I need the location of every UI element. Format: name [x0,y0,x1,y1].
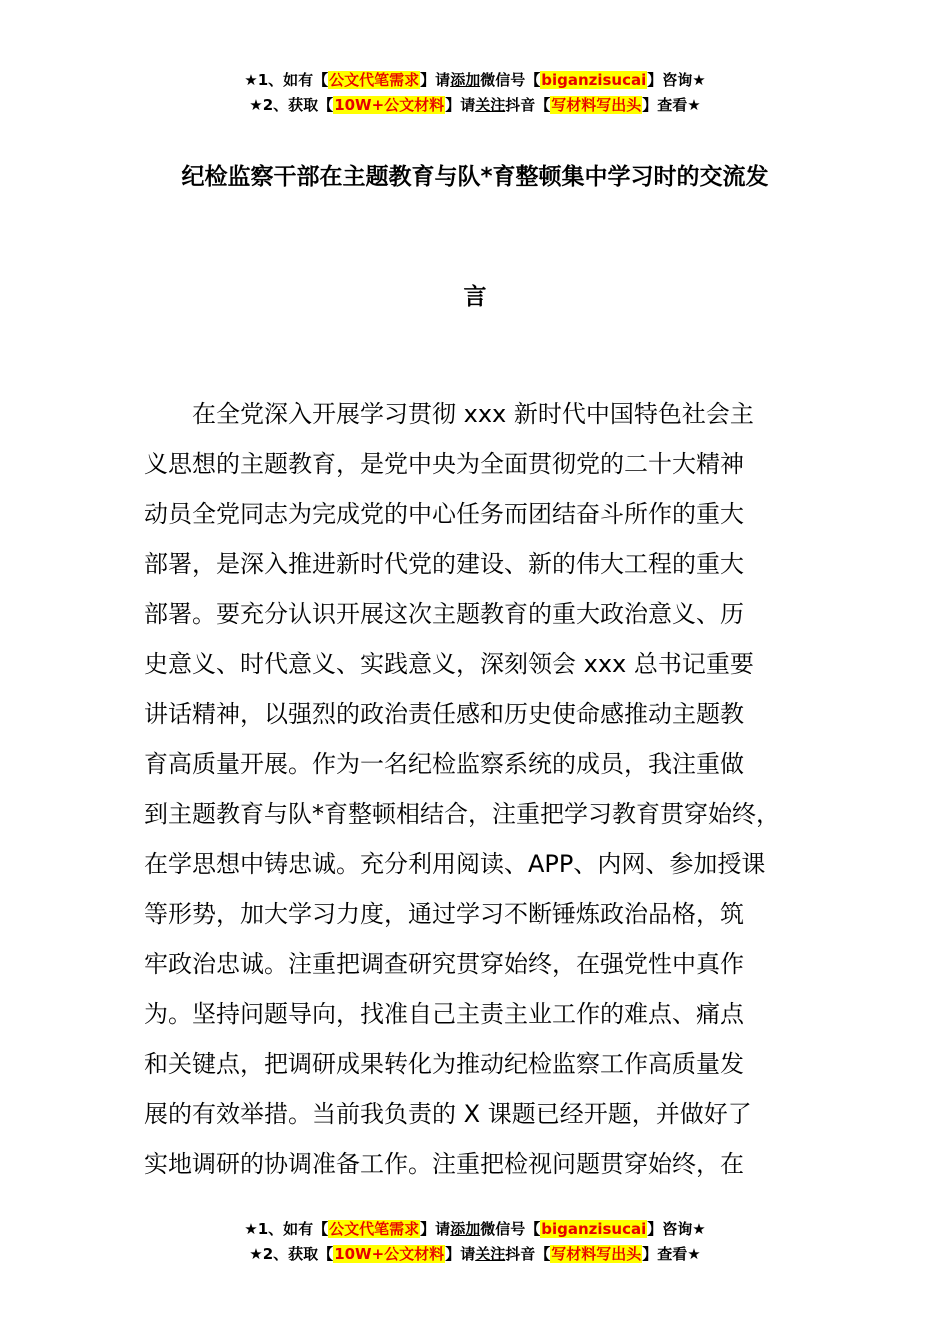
banner-text: ★2、获取【 [249,1245,334,1263]
document-title-line-2: 言 [463,284,487,310]
banner-text: 微信号【 [480,1220,541,1238]
footer-banner [0,1217,950,1267]
banner-text: 】咨询★ [647,1220,706,1238]
banner-text: 】查看★ [642,96,701,114]
banner-text: 】查看★ [642,1245,701,1263]
banner-text: 】请 [445,96,476,114]
banner-text: 抖音【 [505,1245,551,1263]
banner-text: 】请 [420,1220,451,1238]
body-line: 等形势，加大学习力度，通过学习不断锤炼政治品格，筑 [144,900,744,928]
banner-line-2 [0,1242,950,1267]
banner-text: 抖音【 [505,96,551,114]
banner-line-2 [0,93,950,118]
banner-text: 微信号【 [480,71,541,89]
banner-text: ★2、获取【 [249,96,334,114]
banner-highlight: 10W+公文材料 [334,96,445,114]
banner-line-1 [0,68,950,93]
banner-underline: 关注 [475,1245,506,1263]
banner-text: 】咨询★ [647,71,706,89]
banner-underline: 添加 [450,1220,481,1238]
body-line: 和关键点，把调研成果转化为推动纪检监察工作高质量发 [144,1050,744,1078]
body-line: 讲话精神，以强烈的政治责任感和历史使命感推动主题教 [144,700,744,728]
body-line: 牢政治忠诚。注重把调查研究贯穿始终，在强党性中真作 [144,950,744,978]
body-line: 为。坚持问题导向，找准自己主责主业工作的难点、痛点 [144,1000,744,1028]
banner-wechat-id: biganzisucai [541,71,647,89]
document-title-line-1: 纪检监察干部在主题教育与队*育整顿集中学习时的交流发 [181,164,769,190]
banner-underline: 添加 [450,71,481,89]
banner-text: ★1、如有【 [244,71,329,89]
banner-text: ★1、如有【 [244,1220,329,1238]
body-line: 育高质量开展。作为一名纪检监察系统的成员，我注重做 [144,750,744,778]
body-line: 实地调研的协调准备工作。注重把检视问题贯穿始终，在 [144,1150,744,1178]
body-line: 动员全党同志为完成党的中心任务而团结奋斗所作的重大 [144,500,744,528]
banner-douyin-id: 写材料写出头 [551,96,642,114]
banner-text: 】请 [445,1245,476,1263]
body-line: 在学思想中铸忠诚。充分利用阅读、APP、内网、参加授课 [144,850,766,878]
body-line: 在全党深入开展学习贯彻 xxx 新时代中国特色社会主 [144,400,754,428]
banner-line-1 [0,1217,950,1242]
body-line: 部署，是深入推进新时代党的建设、新的伟大工程的重大 [144,550,744,578]
header-banner [0,68,950,118]
banner-highlight: 10W+公文材料 [334,1245,445,1263]
banner-wechat-id: biganzisucai [541,1220,647,1238]
banner-highlight: 公文代笔需求 [329,71,420,89]
body-line: 到主题教育与队*育整顿相结合，注重把学习教育贯穿始终， [144,800,780,828]
body-line: 展的有效举措。当前我负责的 X 课题已经开题，并做好了 [144,1100,752,1128]
banner-douyin-id: 写材料写出头 [551,1245,642,1263]
body-line: 义思想的主题教育，是党中央为全面贯彻党的二十大精神 [144,450,744,478]
body-line: 部署。要充分认识开展这次主题教育的重大政治意义、历 [144,600,744,628]
document-body [144,389,834,1189]
banner-text: 】请 [420,71,451,89]
banner-underline: 关注 [475,96,506,114]
body-line: 史意义、时代意义、实践意义，深刻领会 xxx 总书记重要 [144,650,754,678]
banner-highlight: 公文代笔需求 [329,1220,420,1238]
